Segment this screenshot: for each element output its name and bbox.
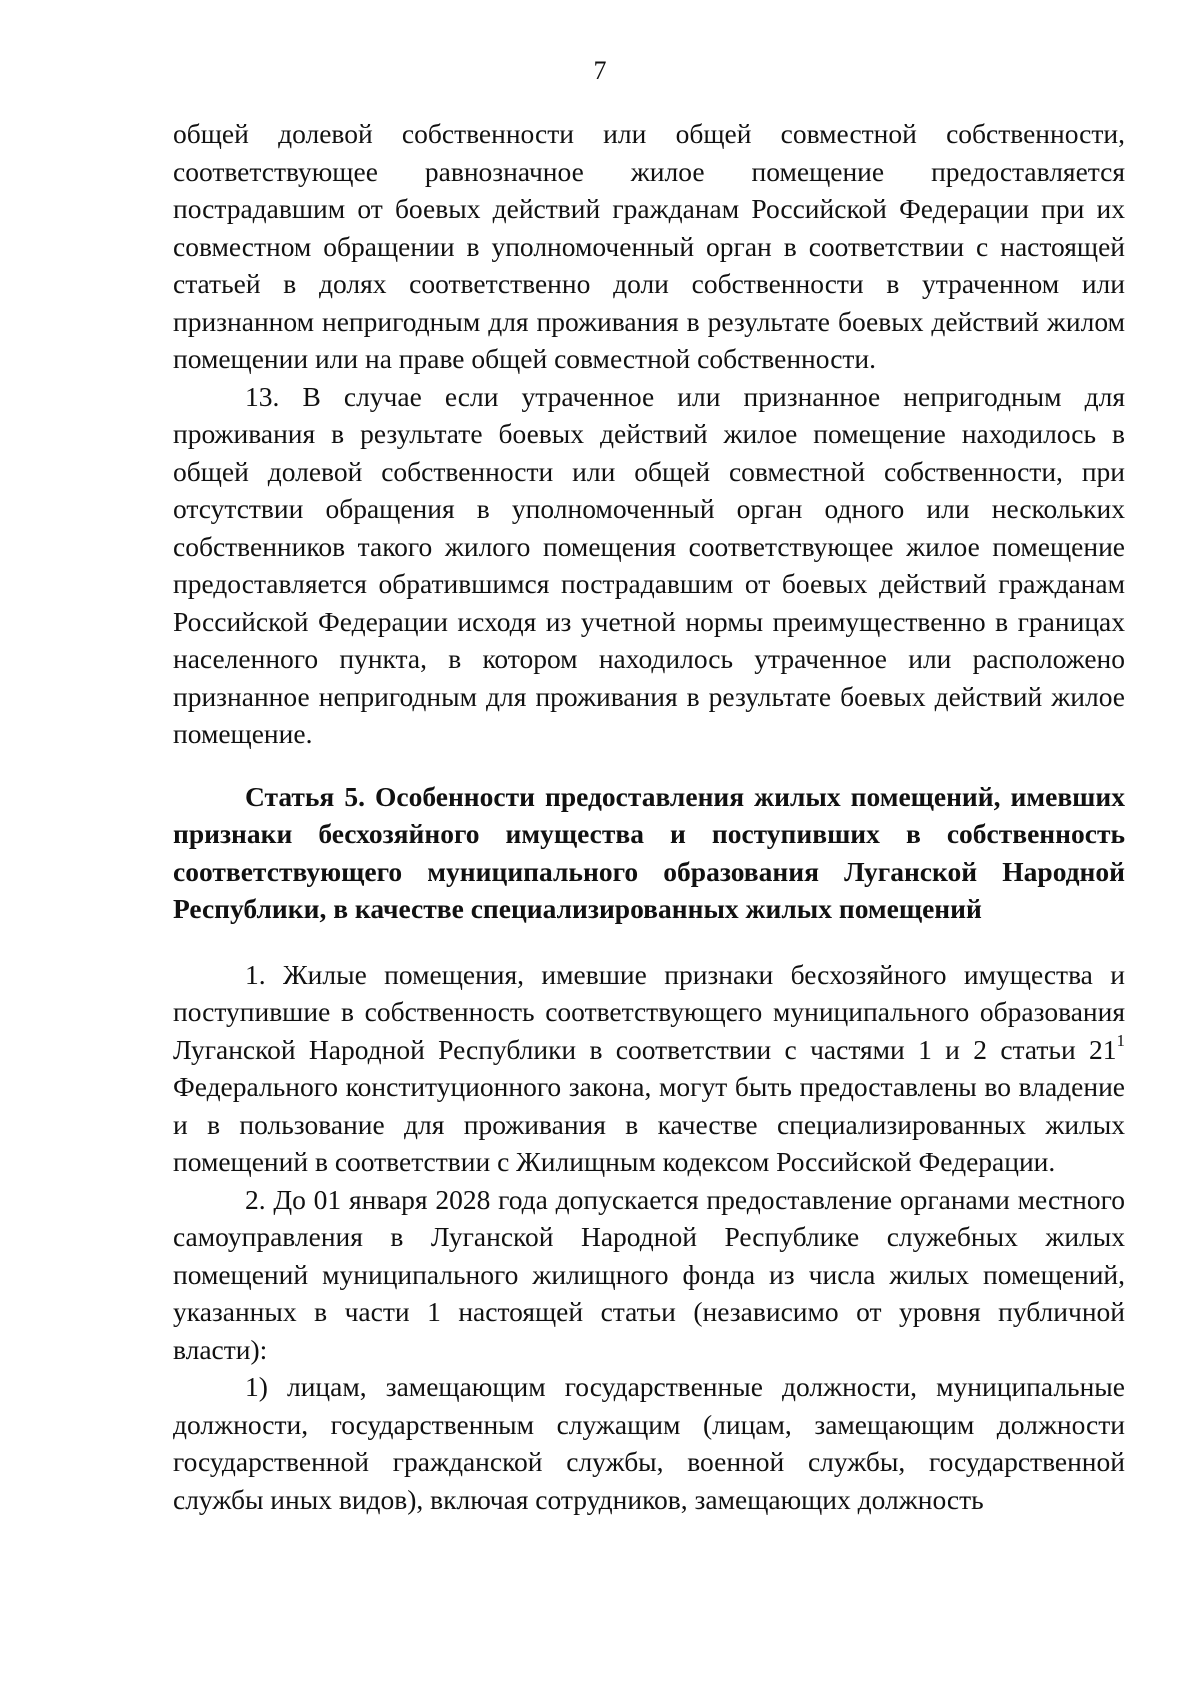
paragraph-13: 13. В случае если утраченное или признанное непригодным для проживания в результате боевых действий жилое помещение находилось в общей долевой собственности или общей совместной собственности, при отсутствии обращения в уполномоченный орган одного или нескольких собственников такого жилого помещения соответствующее жилое помещение предоставляется обратившимся пострадавшим от боевых действий гражданам Российской Федерации исходя из учетной нормы преимущественно в границах населенного пункта, в котором находилось утраченное или расположено признанное непригодным для проживания в результате боевых действий жилое помещение. [173, 380, 1125, 749]
paragraph-1-text-b: Федерального конституционного закона, могут быть предоставлены во владение и в пользование для проживания в качестве специализированных жилых помещений в соответствии с Жилищным кодексом Российской Федерации. [173, 1071, 1125, 1177]
paragraph-2: 2. До 01 января 2028 года допускается предоставление органами местного самоуправления в Луганской Народной Республике служебных жилых помещений муниципального жилищного фонда из числа жилых помещений, указанных в части 1 настоящей статьи (независимо от уровня публичной власти): [173, 1183, 1125, 1365]
article-5-heading: Статья 5. Особенности предоставления жилых помещений, имевших признаки бесхозяйного имущества и поступивших в собственность соответствующего муниципального образования Луганской Народной Республики, в качестве специализированных жилых помещений [173, 780, 1125, 924]
document-body [173, 115, 1125, 1518]
paragraph-1 [173, 956, 1125, 1181]
page-number: 7 [593, 56, 607, 85]
paragraph-1-text-a: 1. Жилые помещения, имевшие признаки бесхозяйного имущества и поступившие в собственность соответствующего муниципального образования Луганской Народной Республики в соответствии с частями 1 и 2 статьи 21 [173, 958, 1125, 1065]
superscript-footnote: 1 [1116, 1031, 1125, 1051]
paragraph-2-item-1: 1) лицам, замещающим государственные должности, муниципальные должности, государственным служащим (лицам, замещающим должности государственной гражданской службы, военной службы, государственной службы иных видов), включая сотрудников, замещающих должность [173, 1371, 1125, 1515]
paragraph-continuation: общей долевой собственности или общей совместной собственности, соответствующее равнозначное жилое помещение предоставляется пострадавшим от боевых действий гражданам Российской Федерации при их совместном обращении в уполномоченный орган в соответствии с настоящей статьей в долях соответственно доли собственности в утраченном или признанном непригодным для проживания в результате боевых действий жилом помещении или на праве общей совместной собственности. [173, 118, 1125, 374]
